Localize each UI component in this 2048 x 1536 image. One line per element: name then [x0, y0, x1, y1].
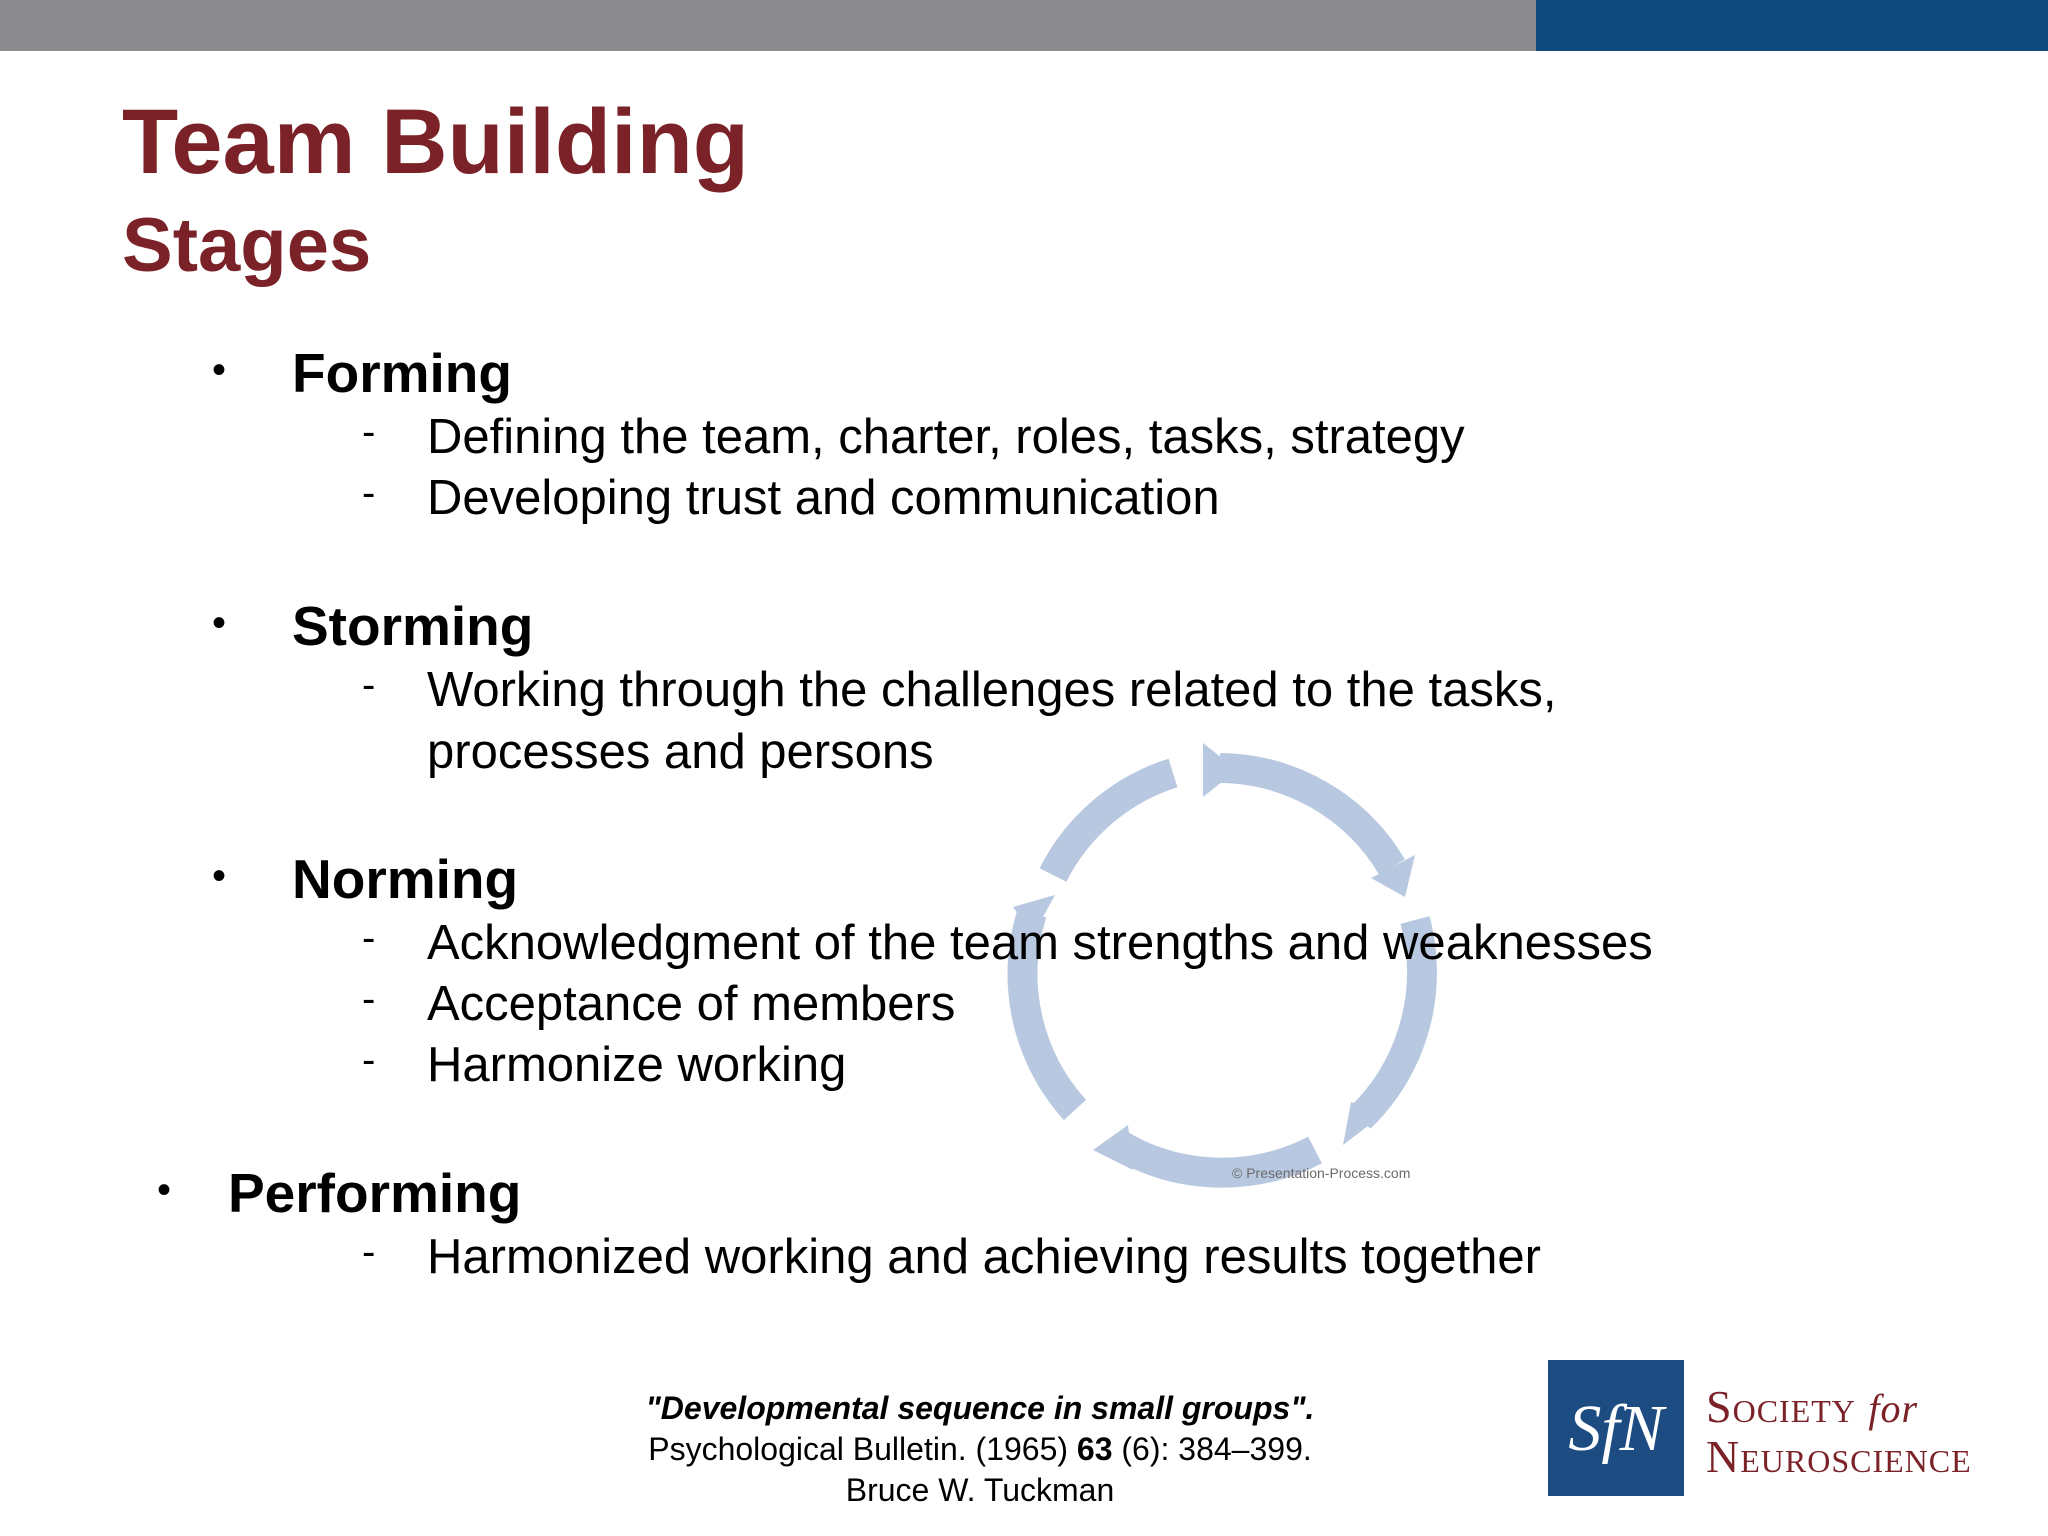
stage-item: Working through the challenges related to the tasks,	[427, 663, 1557, 717]
cycle-credit: © Presentation-Process.com	[1232, 1165, 1411, 1181]
stage-item: Developing trust and communication	[427, 471, 1220, 525]
sfn-logo-wordmark	[1706, 1381, 1972, 1482]
stage-item: processes and persons	[427, 725, 934, 779]
dash-icon: -	[362, 1230, 376, 1274]
citation	[560, 1388, 1400, 1511]
bullet-icon: •	[212, 601, 227, 645]
dash-icon: -	[362, 1038, 376, 1082]
logo-neuroscience: Neuroscience	[1706, 1431, 1972, 1482]
stage-item: Defining the team, charter, roles, tasks, strategy	[427, 410, 1465, 464]
top-bar-blue	[1536, 0, 2048, 51]
stage-norming: Norming	[292, 848, 519, 910]
dash-icon: -	[362, 663, 376, 707]
citation-volume: 63	[1076, 1431, 1113, 1467]
citation-author: Bruce W. Tuckman	[845, 1472, 1115, 1508]
stage-performing: Performing	[228, 1162, 522, 1224]
slide-subtitle: Stages	[122, 203, 372, 288]
logo-society: Society	[1706, 1381, 1869, 1432]
stage-item: Harmonize working	[427, 1038, 847, 1092]
citation-pages: (6): 384–399.	[1112, 1431, 1312, 1467]
bullet-icon: •	[157, 1168, 172, 1212]
dash-icon: -	[362, 471, 376, 515]
slide-title: Team Building	[122, 91, 749, 193]
logo-for: for	[1868, 1386, 1919, 1431]
dash-icon: -	[362, 916, 376, 960]
stage-item: Acceptance of members	[427, 977, 956, 1031]
bullet-icon: •	[212, 348, 227, 392]
stage-item: Acknowledgment of the team strengths and weaknesses	[427, 916, 1653, 970]
cycle-arrowhead-top	[1203, 743, 1237, 797]
dash-icon: -	[362, 977, 376, 1021]
bullet-icon: •	[212, 854, 227, 898]
cycle-arc-topleft	[1053, 773, 1173, 875]
citation-journal: Psychological Bulletin. (1965)	[648, 1431, 1077, 1467]
stage-forming: Forming	[292, 342, 512, 404]
top-bar-gray	[0, 0, 1536, 51]
stage-storming: Storming	[292, 595, 534, 657]
svg-text:SfN: SfN	[1568, 1392, 1664, 1465]
sfn-logo-mark	[1548, 1360, 1684, 1496]
cycle-arc-top	[1220, 768, 1392, 867]
stage-item: Harmonized working and achieving results together	[427, 1230, 1541, 1284]
citation-title: "Developmental sequence in small groups".	[645, 1390, 1315, 1426]
dash-icon: -	[362, 410, 376, 454]
cycle-arrowhead-bottomleft	[1093, 1125, 1133, 1170]
